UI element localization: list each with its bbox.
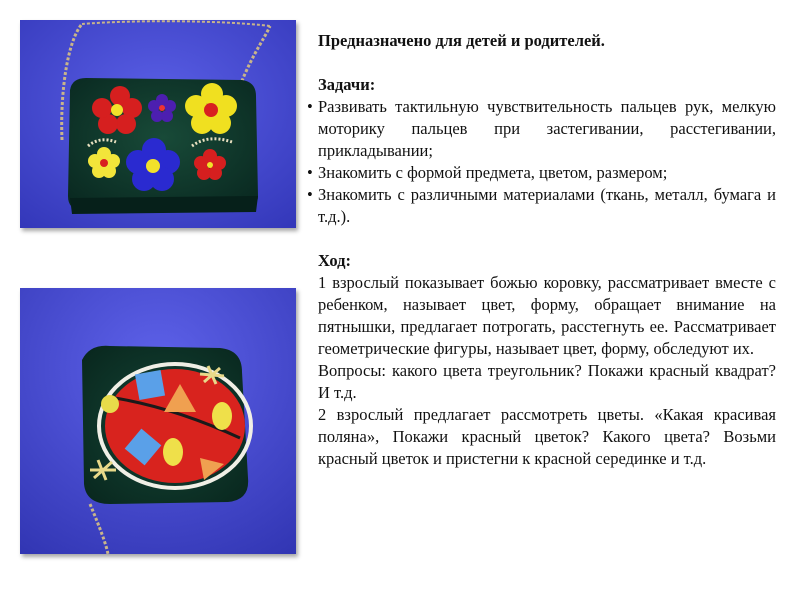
bag-ladybug-illustration [20, 288, 296, 554]
bag-flowers-photo [20, 20, 296, 228]
procedure-paragraph: 2 взрослый предлагает рассмотреть цветы. «Какая красивая поляна», Покажи красный цветок? Какого цвета? Возьми красный цветок и пристегни к красной серединке и т.д. [318, 405, 776, 468]
list-item: • Знакомить с формой предмета, цветом, размером; [318, 162, 776, 184]
bag-flowers-illustration [20, 20, 296, 228]
text-column [318, 30, 776, 470]
ladybug [105, 369, 245, 483]
procedure-paragraph: 1 взрослый показывает божью коровку, рассматривает вместе с ребенком, называет цвет, форму, обращает внимание на пятнышки, предлагает потрогать, расстегнуть ее. Рассматривает геометрические фигуры, называет цвет, форму, обследуют их. [318, 273, 776, 358]
tasks-heading: Задачи: [318, 75, 376, 94]
intro-heading: Предназначено для детей и родителей. [318, 31, 605, 50]
procedure-paragraph: Вопросы: какого цвета треугольник? Покажи красный квадрат? И т.д. [318, 361, 776, 402]
bag-ladybug-photo [20, 288, 296, 554]
tasks-list [318, 96, 776, 228]
list-item: • Знакомить с различными материалами (ткань, металл, бумага и т.д.). [318, 184, 776, 228]
list-item: • Развивать тактильную чувствительность пальцев рук, мелкую моторику пальцев при застегивании, расстегивании, прикладывании; [318, 96, 776, 162]
procedure-heading: Ход: [318, 251, 352, 270]
